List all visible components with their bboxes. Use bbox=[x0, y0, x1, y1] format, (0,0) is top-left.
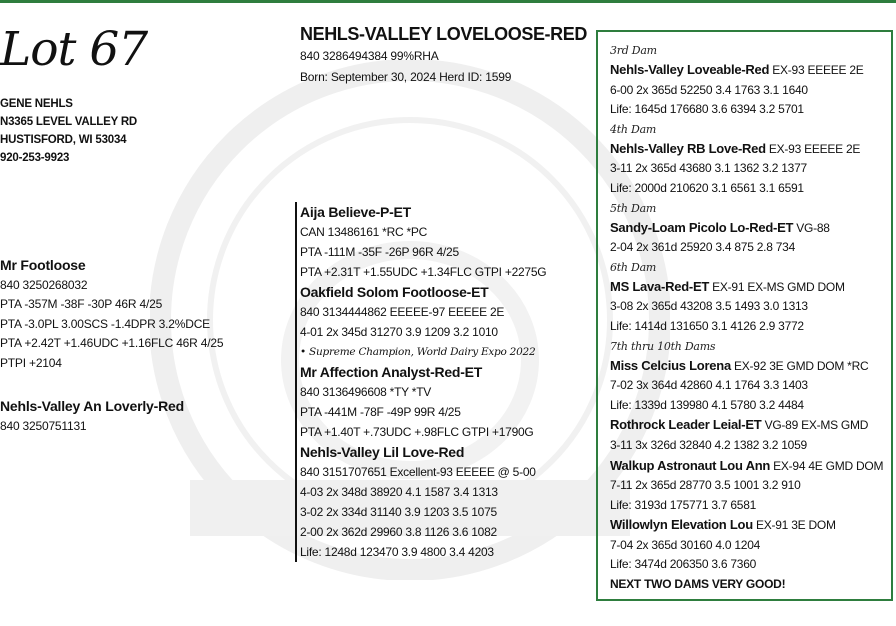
top-green-rule bbox=[0, 0, 896, 3]
dam-3-name: Nehls-Valley Loveable-Red bbox=[610, 62, 770, 77]
dam-6-name: MS Lava-Red-ET bbox=[610, 278, 710, 294]
animal-header bbox=[300, 22, 587, 88]
pedigree-sire-dam-record: 4-01 2x 345d 31270 3.9 1209 3.2 1010 bbox=[300, 325, 498, 339]
dam-generation-heading: 5th Dam bbox=[610, 201, 657, 215]
dam-7-name: Miss Celcius Lorena bbox=[610, 357, 731, 373]
animal-name: NEHLS-VALLEY LOVELOOSE-RED bbox=[300, 24, 587, 44]
dam-8-record: 3-11 3x 326d 32840 4.2 1382 3.2 1059 bbox=[610, 437, 807, 452]
dams-box bbox=[596, 30, 893, 601]
dam-generation-heading: 3rd Dam bbox=[610, 44, 657, 57]
dam-generation-heading: 6th Dam bbox=[610, 260, 657, 274]
dam-9-name: Walkup Astronaut Lou Ann bbox=[610, 457, 771, 473]
pedigree-dam-sire-name: Mr Affection Analyst-Red-ET bbox=[300, 364, 482, 380]
dam-4-lifetime: Life: 2000d 210620 3.1 6561 3.1 6591 bbox=[610, 180, 804, 195]
pedigree-sire-dam-id: 840 3134444862 EEEEE-97 EEEEE 2E bbox=[300, 305, 505, 319]
dam-8-heading bbox=[610, 415, 891, 436]
owner-name: GENE NEHLS bbox=[0, 98, 73, 110]
pedigree-dam-dam-record-3: 2-00 2x 362d 29960 3.8 1126 3.6 1082 bbox=[300, 525, 497, 539]
dam-3-class: EX-93 EEEEE 2E bbox=[769, 63, 864, 77]
dam-10-lifetime: Life: 3474d 206350 3.6 7360 bbox=[610, 557, 757, 572]
sire-name: Mr Footloose bbox=[0, 257, 86, 273]
dam-10-heading bbox=[610, 515, 891, 536]
dam-9-heading bbox=[610, 456, 891, 477]
dam-10-name: Willowlyn Elevation Lou bbox=[610, 517, 753, 533]
owner-info bbox=[0, 95, 137, 167]
dam-5-record: 2-04 2x 361d 25920 3.4 875 2.8 734 bbox=[610, 240, 795, 255]
sire-info bbox=[0, 256, 223, 373]
pedigree-dam-dam-name: Nehls-Valley Lil Love-Red bbox=[300, 444, 465, 460]
sire-id: 840 3250268032 bbox=[0, 277, 88, 292]
dam-6-class: EX-91 EX-MS GMD DOM bbox=[709, 279, 845, 294]
owner-address: N3365 LEVEL VALLEY RD bbox=[0, 116, 138, 128]
dam-3-record: 6-00 2x 365d 52250 3.4 1763 3.1 1640 bbox=[610, 82, 808, 97]
pedigree-sire-sire-pta-2: PTA +2.31T +1.55UDC +1.34FLC GTPI +2275G bbox=[300, 265, 547, 279]
dam-6-record: 3-08 2x 365d 43208 3.5 1493 3.0 1313 bbox=[610, 299, 808, 314]
pedigree-dam-sire-pta-2: PTA +1.40T +.73UDC +.98FLC GTPI +1790G bbox=[300, 425, 534, 439]
dam-id: 840 3250751131 bbox=[0, 418, 87, 433]
owner-city: HUSTISFORD, WI 53034 bbox=[0, 134, 127, 146]
sire-ptpi: PTPI +2104 bbox=[0, 355, 62, 370]
dam-5-class: VG-88 bbox=[793, 220, 830, 235]
dam-info bbox=[0, 397, 184, 436]
dam-7-class: EX-92 3E GMD DOM *RC bbox=[730, 358, 869, 373]
dam-3-lifetime: Life: 1645d 176680 3.6 6394 3.2 5701 bbox=[610, 102, 804, 117]
lot-title: Lot 67 bbox=[0, 22, 148, 77]
sire-pta-health: PTA -3.0PL 3.00SCS -1.4DPR 3.2%DCE bbox=[0, 316, 210, 331]
next-dams-note: NEXT TWO DAMS VERY GOOD! bbox=[610, 577, 786, 592]
dam-9-lifetime: Life: 3193d 175771 3.7 6581 bbox=[610, 497, 757, 512]
dam-6-lifetime: Life: 1414d 131650 3.1 4126 2.9 3772 bbox=[610, 318, 804, 333]
dam-generation-heading: 7th thru 10th Dams bbox=[610, 339, 716, 353]
dam-9-record: 7-11 2x 365d 28770 3.5 1001 3.2 910 bbox=[610, 478, 801, 493]
dam-7-record: 7-02 3x 364d 42860 4.1 1764 3.3 1403 bbox=[610, 378, 808, 393]
dam-10-record: 7-04 2x 365d 30160 4.0 1204 bbox=[610, 537, 761, 552]
dam-5-heading bbox=[610, 218, 891, 239]
dam-name: Nehls-Valley An Loverly-Red bbox=[0, 398, 184, 414]
pedigree-sire-dam-note: • Supreme Champion, World Dairy Expo 2022 bbox=[300, 346, 536, 358]
pedigree-sire-sire-id: CAN 13486161 *RC *PC bbox=[300, 225, 428, 239]
dam-4-name: Nehls-Valley RB Love-Red bbox=[610, 140, 766, 156]
dam-generation-heading: 4th Dam bbox=[610, 122, 657, 136]
dam-10-class: EX-91 3E DOM bbox=[752, 518, 836, 533]
sire-pta-type: PTA +2.42T +1.46UDC +1.16FLC 46R 4/25 bbox=[0, 336, 224, 350]
pedigree-sire-sire-pta-1: PTA -111M -35F -26P 96R 4/25 bbox=[300, 245, 459, 259]
pedigree-dam-sire-id: 840 3136496608 *TY *TV bbox=[300, 385, 432, 399]
owner-phone: 920-253-9923 bbox=[0, 152, 70, 164]
pedigree-dam-dam-record-1: 4-03 2x 348d 38920 4.1 1587 3.4 1313 bbox=[300, 485, 498, 499]
pedigree-dam-dam-id: 840 3151707651 Excellent-93 EEEEE @ 5-00 bbox=[300, 465, 536, 479]
animal-id-line: 840 3286494384 99%RHA bbox=[300, 49, 439, 63]
pedigree-dam-sire-pta-1: PTA -441M -78F -49P 99R 4/25 bbox=[300, 405, 461, 419]
dam-9-class: EX-94 4E GMD DOM bbox=[770, 458, 884, 473]
dam-7-lifetime: Life: 1339d 139980 4.1 5780 3.2 4484 bbox=[610, 397, 804, 412]
sire-pta-production: PTA -357M -38F -30P 46R 4/25 bbox=[0, 297, 163, 311]
pedigree-sire-dam-name: Oakfield Solom Footloose-ET bbox=[300, 284, 489, 300]
dam-4-class: EX-93 EEEEE 2E bbox=[765, 141, 861, 156]
dam-8-class: VG-89 EX-MS GMD bbox=[761, 418, 869, 433]
dam-8-name: Rothrock Leader Leial-ET bbox=[610, 417, 762, 433]
pedigree-dam-dam-lifetime: Life: 1248d 123470 3.9 4800 3.4 4203 bbox=[300, 545, 494, 559]
dam-4-heading bbox=[610, 139, 891, 160]
dam-7-heading bbox=[610, 356, 891, 377]
pedigree-dam-dam-record-2: 3-02 2x 334d 31140 3.9 1203 3.5 1075 bbox=[300, 505, 497, 519]
animal-born-line: Born: September 30, 2024 Herd ID: 1599 bbox=[300, 70, 512, 84]
dam-4-record: 3-11 2x 365d 43680 3.1 1362 3.2 1377 bbox=[610, 161, 807, 176]
dam-5-name: Sandy-Loam Picolo Lo-Red-ET bbox=[610, 219, 794, 235]
pedigree-sire-sire-name: Aija Believe-P-ET bbox=[300, 204, 411, 220]
pedigree-block bbox=[295, 202, 600, 562]
dam-3-heading bbox=[610, 60, 891, 81]
dam-6-heading bbox=[610, 277, 891, 298]
